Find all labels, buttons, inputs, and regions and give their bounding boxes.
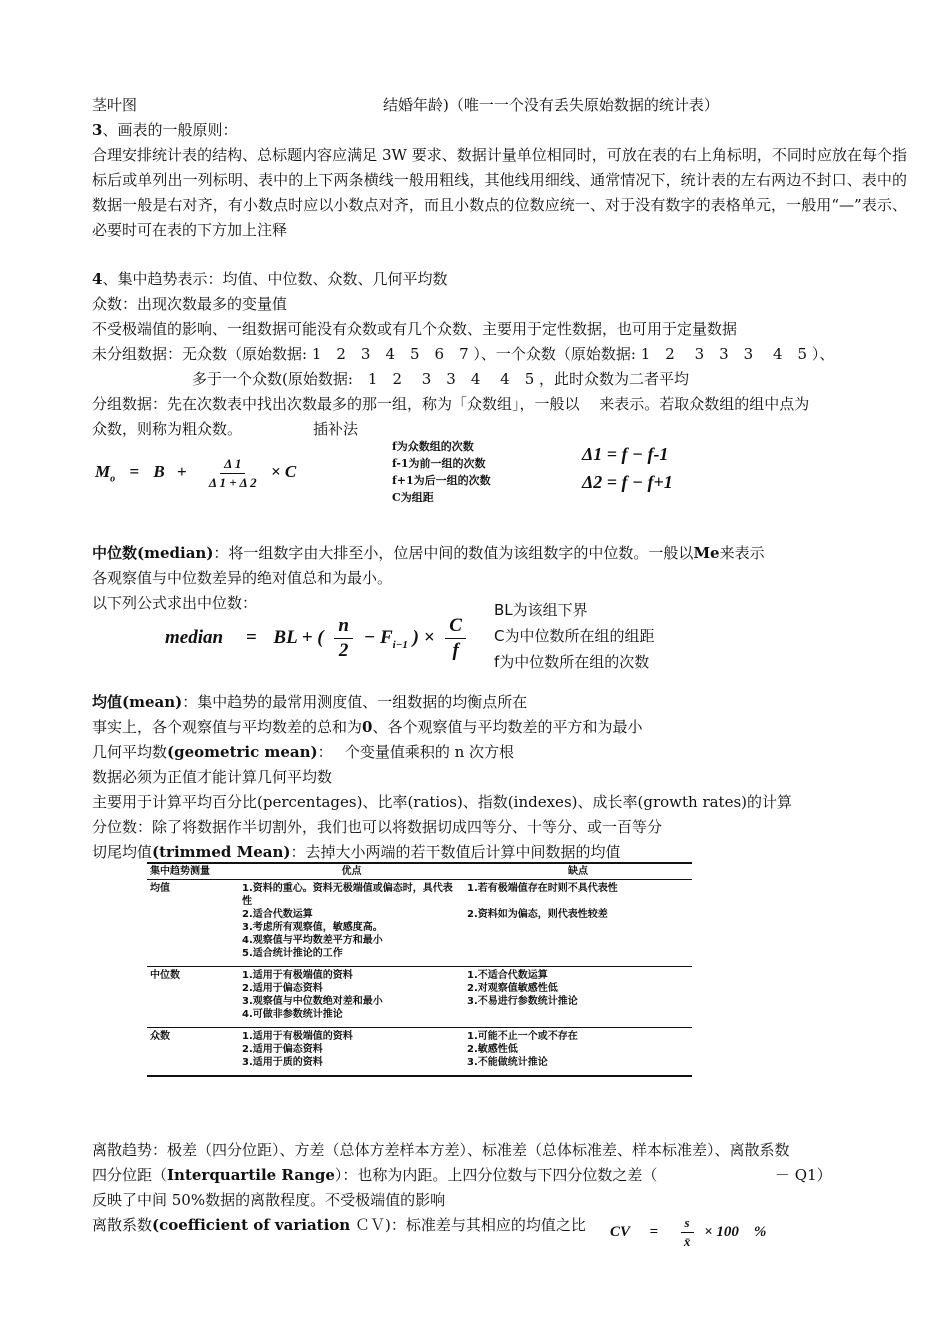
row-measure: 均值 — [147, 880, 239, 967]
median-c-over-f — [445, 615, 466, 662]
geometric-mean-usage: 主要用于计算平均百分比(percentages)、比率(ratios)、指数(indexes)、成长率(growth rates)的计算 — [92, 793, 793, 811]
median-line-3: 以下列公式求出中位数： — [92, 594, 258, 612]
def-median-c: C为中位数所在组的组距 — [494, 627, 655, 645]
pro-item: 2.适合代数运算 — [242, 909, 313, 920]
mode-formula-definitions — [392, 438, 491, 506]
iqr-term-en: Interquartile Range — [167, 1166, 335, 1184]
row-pros — [239, 880, 464, 967]
row-measure: 众数 — [147, 1028, 239, 1077]
row-pros — [239, 967, 464, 1028]
iqr-q1: － Q1） — [775, 1166, 832, 1184]
iqr-note: 反映了中间 50%数据的离散程度。不受极端值的影响 — [92, 1191, 446, 1209]
def-f-next: f+1为后一组的次数 — [392, 474, 491, 487]
iqr-line — [92, 1165, 657, 1185]
median-open: + ( — [301, 627, 324, 648]
row-pros — [239, 1028, 464, 1077]
trimmed-term-en: (trimmed Mean) — [152, 843, 291, 861]
con-item: 2.资料如为偏态，则代表性较差 — [467, 909, 608, 920]
median-n: n — [334, 615, 353, 639]
pro-item: 1.适用于有极端值的资料 — [242, 1031, 353, 1042]
section4-number: 4 — [92, 270, 103, 288]
con-item: 1.若有极端值存在时则不具代表性 — [467, 883, 618, 894]
pro-item: 3.观察值与中位数绝对差和最小 — [242, 996, 383, 1007]
table-row — [147, 880, 692, 967]
formula-plus: + — [176, 462, 187, 481]
formula-m: M — [95, 462, 111, 481]
median-sub: i−1 — [392, 638, 408, 651]
median-formula — [165, 612, 472, 671]
median-close: ) × — [412, 627, 435, 648]
section3-title: 、画表的一般原则： — [102, 121, 238, 139]
table-row — [147, 1028, 692, 1077]
con-item: 2.对观察值敏感性低 — [467, 983, 558, 994]
pro-item: 4.观察值与平均数差平方和最小 — [242, 935, 383, 946]
delta1-formula: Δ1 = f − f-1 — [582, 444, 669, 464]
median-eq: = — [245, 627, 257, 648]
pro-item: 2.适用于偏态资料 — [242, 1044, 323, 1055]
row-cons — [464, 967, 692, 1028]
median-term: 中位数(median) — [92, 544, 214, 562]
cv-line — [92, 1215, 586, 1235]
median-c: C — [445, 615, 466, 639]
median-definitions — [494, 597, 654, 675]
def-c: C为组距 — [392, 491, 434, 504]
section3-number: 3 — [92, 121, 103, 139]
header-cons: 缺点 — [464, 863, 692, 880]
cv-formula — [610, 1212, 766, 1252]
mean-line-2 — [92, 717, 642, 737]
header-pros: 优点 — [239, 863, 464, 880]
geo-term-en: (geometric mean) — [167, 743, 318, 761]
median-n-over-2 — [334, 615, 353, 662]
def-f: f为众数组的次数 — [392, 440, 474, 453]
con-item: 3.不能做统计推论 — [467, 1057, 548, 1068]
con-item: 1.不适合代数运算 — [467, 970, 548, 981]
formula-fraction — [205, 456, 261, 491]
median-desc: ：将一组数字由大排至小，位居中间的数值为该组数字的中位数。一般以 — [213, 544, 694, 562]
median-2: 2 — [338, 640, 349, 662]
delta2-formula: Δ2 = f − f+1 — [582, 472, 673, 492]
cv-fraction — [680, 1215, 695, 1250]
table-row — [147, 967, 692, 1028]
mean-line-1 — [92, 692, 527, 712]
cv-num: s — [681, 1215, 694, 1233]
mean-fact-b: 、各个观察值与平均数差的平方和为最小 — [372, 718, 643, 736]
median-desc-end: 来表示 — [719, 544, 765, 562]
median-bl: BL — [273, 627, 297, 648]
cv-den: x̄ — [683, 1234, 691, 1250]
trimmed-term-cn: 切尾均值 — [92, 843, 153, 861]
median-symbol: Me — [693, 544, 720, 562]
cv-desc: ＣＶ)：标准差与其相应的均值之比 — [350, 1216, 586, 1234]
con-item: 3.不易进行参数统计推论 — [467, 996, 578, 1007]
mode-definition: 众数：出现次数最多的变量值 — [92, 295, 288, 313]
iqr-term-cn: 四分位距（ — [92, 1166, 168, 1184]
iqr-desc: ）：也称为内距。上四分位数与下四分位数之差（ — [334, 1166, 658, 1184]
marriage-age-note: 结婚年龄)（唯一一个没有丢失原始数据的统计表） — [383, 96, 719, 114]
mode-note: 不受极端值的影响、一组数据可能没有众数或有几个众数、主要用于定性数据，也可用于定量数据 — [92, 320, 738, 338]
section4-title: 、集中趋势表示：均值、中位数、众数、几何平均数 — [102, 270, 448, 288]
def-f-prev: f-1为前一组的次数 — [392, 457, 486, 470]
stem-leaf-label: 茎叶图 — [92, 96, 138, 114]
mean-zero: 0 — [362, 718, 373, 736]
mean-desc: ：集中趋势的最常用测度值、一组数据的均衡点所在 — [182, 693, 528, 711]
ungrouped-line-1: 未分组数据：无众数（原始数据: 1 2 3 4 5 6 7 ）、一个众数（原始数据: 1 2 3 3 3 4 5 ）、 — [92, 345, 835, 363]
section3-paragraph: 合理安排统计表的结构、总标题内容应满足 3W 要求、数据计量单位相同时，可放在表的右上角标明，不同时应放在每个指标后或单列出一列标明、表中的上下两条横线一般用粗线，其他线用细线、通常情况下，统计表的左右两边不封口、表中的数据一般是右对齐，有小数点时应以小数点对齐，而且小数点的位数应统一、对于没有数字的表格单元，一般用“—”表示、必要时可在表的下方加上注释 — [92, 146, 907, 239]
pro-item: 1.资料的重心。资料无极端值或偏态时，具代表性 — [242, 883, 453, 907]
median-f: f — [452, 640, 459, 662]
pro-item: 3.适用于质的资料 — [242, 1057, 323, 1068]
median-minus-f: − F — [363, 627, 393, 648]
median-line-2: 各观察值与中位数差异的绝对值总和为最小。 — [92, 569, 393, 587]
fraction-numerator: Δ 1 — [220, 456, 245, 474]
mean-fact-a: 事实上，各个观察值与平均数差的总和为 — [92, 718, 363, 736]
trimmed-mean-line — [92, 842, 621, 862]
geo-term-cn: 几何平均数 — [92, 743, 168, 761]
row-cons — [464, 880, 692, 967]
grouped-line-2: 众数，则称为粗众数。 — [92, 420, 243, 438]
formula-b: B — [153, 462, 165, 481]
pro-item: 2.适用于偏态资料 — [242, 983, 323, 994]
ungrouped-line-2: 多于一个众数(原始数据: 1 2 3 3 4 4 5 ，此时众数为二者平均 — [192, 370, 690, 388]
row-cons — [464, 1028, 692, 1077]
cv-eq: = — [649, 1224, 659, 1240]
cv-rest: × 100 % — [704, 1224, 767, 1240]
con-item: 2.敏感性低 — [467, 1044, 518, 1055]
median-lhs: median — [165, 627, 224, 648]
median-line-1 — [92, 543, 765, 563]
fraction-denominator: Δ 1 + Δ 2 — [208, 474, 257, 490]
quantile-line: 分位数：除了将数据作半切割外，我们也可以将数据切成四等分、十等分、或一百等分 — [92, 818, 663, 836]
interpolation-label: 插补法 — [313, 420, 359, 438]
cv-term-en: (coefficient of variation — [152, 1216, 351, 1234]
formula-times-c: × C — [270, 462, 297, 481]
formula-m-sub: o — [110, 473, 116, 485]
pro-item: 1.适用于有极端值的资料 — [242, 970, 353, 981]
pro-item: 4.可做非参数统计推论 — [242, 1009, 343, 1020]
formula-eq: = — [129, 462, 140, 481]
trimmed-desc: ：去掉大小两端的若干数值后计算中间数据的均值 — [290, 843, 621, 861]
def-median-f: f为中位数所在组的次数 — [494, 653, 650, 671]
header-measure: 集中趋势测量 — [147, 863, 239, 880]
section4-heading — [92, 269, 447, 289]
pro-item: 3.考虑所有观察值，敏感度高。 — [242, 922, 383, 933]
geo-desc: ： 个变量值乘积的 n 次方根 — [317, 743, 515, 761]
table-header-row — [147, 863, 692, 880]
mean-term: 均值(mean) — [92, 693, 183, 711]
geometric-mean-line — [92, 742, 514, 762]
cv-lhs: CV — [610, 1224, 630, 1240]
mode-formula — [95, 455, 296, 496]
cv-term-cn: 离散系数 — [92, 1216, 153, 1234]
row-measure: 中位数 — [147, 967, 239, 1028]
pro-item: 5.适合统计推论的工作 — [242, 948, 343, 959]
central-tendency-table — [147, 862, 692, 1077]
section3-heading — [92, 120, 237, 140]
grouped-line-1: 分组数据：先在次数表中找出次数最多的那一组，称为「众数组」，一般以 来表示。若取众数组的组中点为 — [92, 395, 810, 413]
dispersion-line-1: 离散趋势：极差（四分位距）、方差（总体方差样本方差）、标准差（总体标准差、样本标准差）、离散系数 — [92, 1141, 790, 1159]
def-bl: BL为该组下界 — [494, 601, 588, 619]
geometric-mean-note: 数据必须为正值才能计算几何平均数 — [92, 768, 333, 786]
con-item: 1.可能不止一个或不存在 — [467, 1031, 578, 1042]
